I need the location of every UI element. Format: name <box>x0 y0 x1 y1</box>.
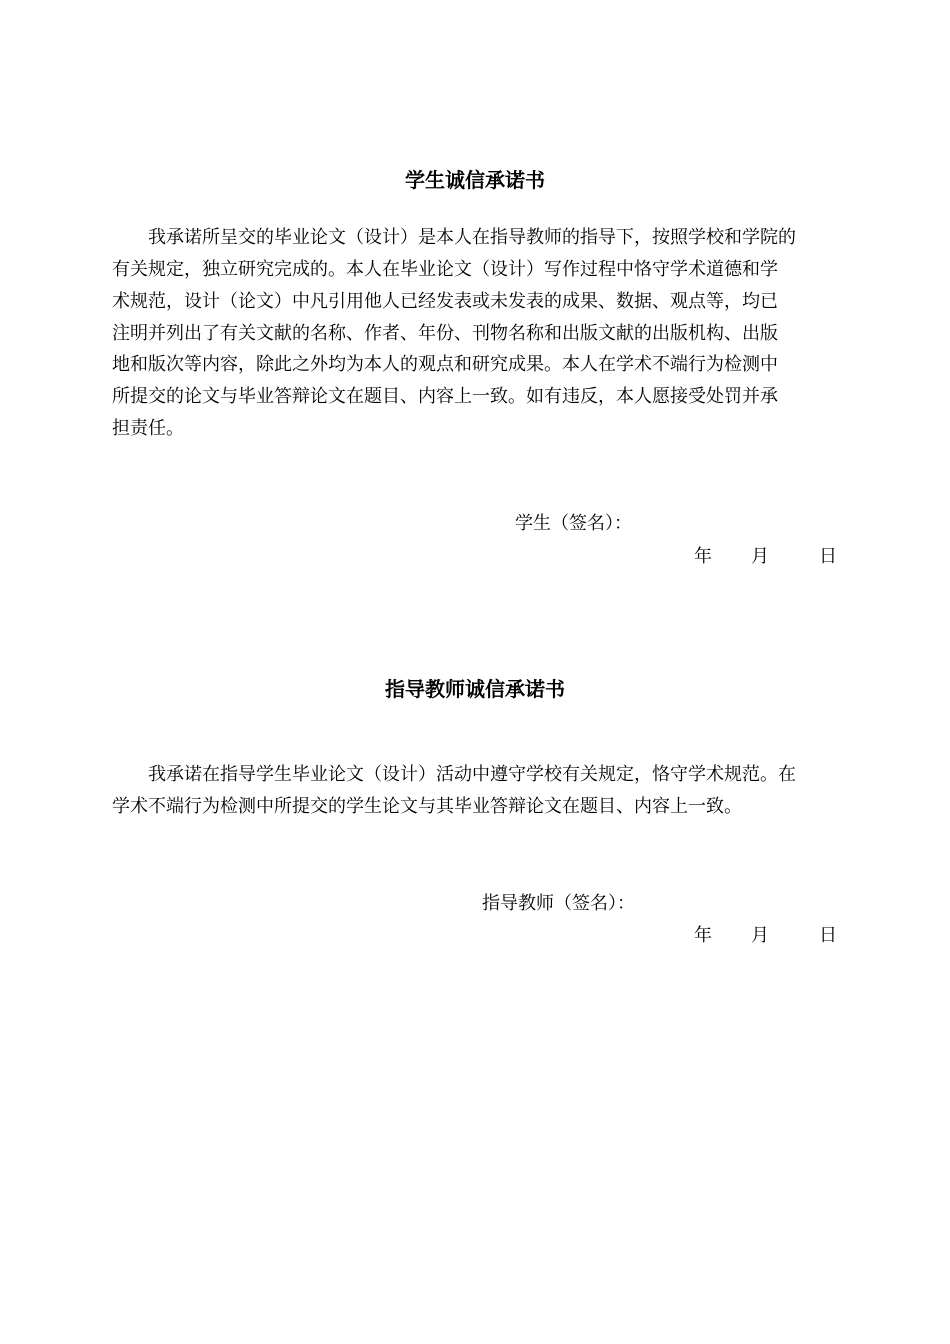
student-signature-label: 学生（签名）： <box>515 513 632 534</box>
student-pledge-line: 注明并列出了有关文献的名称、作者、年份、刊物名称和出版文献的出版机构、出版 <box>112 323 778 344</box>
student-pledge-title: 学生诚信承诺书 <box>405 168 545 192</box>
advisor-date-day: 日 <box>819 925 837 946</box>
advisor-pledge-title: 指导教师诚信承诺书 <box>385 677 565 701</box>
advisor-signature-label: 指导教师（签名）： <box>482 893 635 914</box>
student-pledge-line: 担责任。 <box>112 418 184 439</box>
student-pledge-line: 我承诺所呈交的毕业论文（设计）是本人在指导教师的指导下，按照学校和学院的 <box>112 227 796 248</box>
advisor-pledge-line: 学术不端行为检测中所提交的学生论文与其毕业答辩论文在题目、内容上一致。 <box>112 796 742 817</box>
student-pledge-line: 有关规定，独立研究完成的。本人在毕业论文（设计）写作过程中恪守学术道德和学 <box>112 259 778 280</box>
student-pledge-line: 术规范，设计（论文）中凡引用他人已经发表或未发表的成果、数据、观点等，均已 <box>112 291 778 312</box>
student-pledge-line: 所提交的论文与毕业答辩论文在题目、内容上一致。如有违反，本人愿接受处罚并承 <box>112 386 778 407</box>
advisor-date-year: 年 <box>694 925 712 946</box>
student-date-day: 日 <box>819 546 837 567</box>
student-pledge-line: 地和版次等内容，除此之外均为本人的观点和研究成果。本人在学术不端行为检测中 <box>112 354 778 375</box>
advisor-pledge-line: 我承诺在指导学生毕业论文（设计）活动中遵守学校有关规定，恪守学术规范。在 <box>112 764 796 785</box>
advisor-date-month: 月 <box>751 925 769 946</box>
student-date-month: 月 <box>751 546 769 567</box>
student-date-year: 年 <box>694 546 712 567</box>
